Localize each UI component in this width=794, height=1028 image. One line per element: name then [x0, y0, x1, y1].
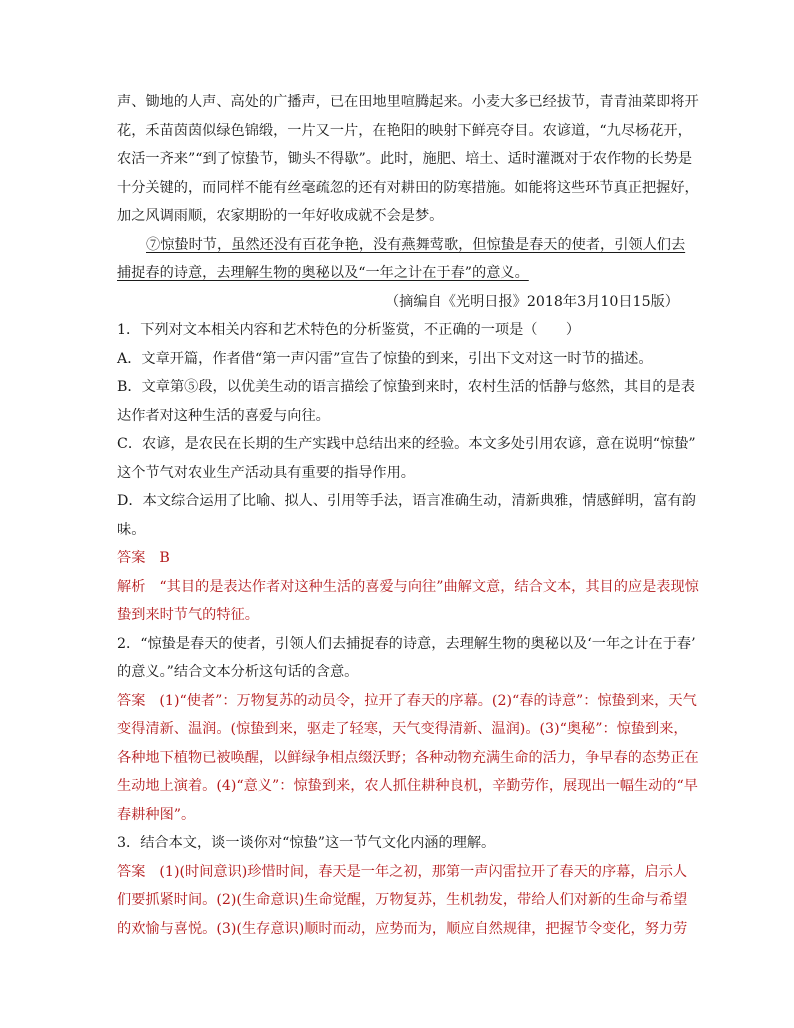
answer-label: 答案 [117, 550, 146, 566]
option-c: C．农谚，是农民在长期的生产实践中总结出来的经验。本文多处引用农谚，意在说明“惊蛰” [117, 436, 696, 452]
option-c-cont: 这个节气对农业生产活动具有重要的指导作用。 [117, 464, 415, 481]
passage-line: 农活一齐来”“到了惊蛰节，锄头不得歇”。此时，施肥、培土、适时灌溉对于农作物的长势是 [117, 151, 693, 167]
analysis-1-cont: 蛰到来时节气的特征。 [117, 607, 259, 623]
question-1-stem: 1．下列对文本相关内容和艺术特色的分析鉴赏，不正确的一项是（ ） [117, 322, 581, 338]
option-d: D．本文综合运用了比喻、拟人、引用等手法，语言准确生动，清新典雅，情感鲜明，富有韵 [117, 493, 696, 509]
answer-label: 答案 [117, 692, 146, 709]
answer-text: (1)(时间意识)珍惜时间，春天是一年之初，那第一声闪雷拉开了春天的序幕，启示人 [159, 863, 688, 880]
analysis-text: “其目的是表达作者对这种生活的喜爱与向往”曲解文意，结合文本，其目的应是表现惊 [159, 578, 699, 595]
question-2-stem-cont: 的意义。”结合文本分析这句话的含意。 [117, 664, 359, 680]
analysis-label: 解析 [117, 578, 146, 595]
answer-1 [117, 544, 679, 573]
document-page [117, 88, 699, 943]
answer-3 [117, 858, 688, 887]
answer-2-cont: 春耕种图”。 [117, 806, 196, 823]
paragraph-7-line: ⑦惊蛰时节，虽然还没有百花争艳，没有燕舞莺歌，但惊蛰是春天的使者，引领人们去 [146, 236, 686, 253]
analysis-1 [117, 573, 699, 602]
question-3-stem: 3．结合本文，谈一谈你对“惊蛰”这一节气文化内涵的理解。 [117, 835, 496, 851]
answer-2-cont: 各种地下植物已被唤醒，以鲜绿争相点缀沃野；各种动物充满生命的活力，争早春的态势正在 [117, 749, 699, 766]
question-2-stem: 2．“惊蛰是春天的使者，引领人们去捕捉春的诗意，去理解生物的奥秘以及‘一年之计在于春’ [117, 635, 696, 652]
answer-2-cont: 生动地上演着。(4)“意义”：惊蛰到来，农人抓住耕种良机，辛勤劳作，展现出一幅生动的“早 [117, 778, 698, 794]
passage-line: 花，禾苗茵茵似绿色锦缎，一片又一片，在艳阳的映射下鲜亮夺目。农谚道，“九尽杨花开， [117, 122, 692, 139]
answer-label: 答案 [117, 863, 146, 880]
answer-3-cont: 们要抓紧时间。(2)(生命意识)生命觉醒，万物复苏，生机勃发，带给人们对新的生命与希望 [117, 892, 688, 908]
answer-3-cont: 的欢愉与喜悦。(3)(生存意识)顺时而动，应势而为，顺应自然规律，把握节令变化，努力劳 [117, 920, 688, 937]
passage-line: 加之风调雨顺，农家期盼的一年好收成就不会是梦。 [117, 208, 444, 224]
source-citation: （摘编自《光明日报》2018年3月10日15版） [384, 293, 679, 310]
option-d-cont: 味。 [117, 521, 146, 538]
answer-text: (1)“使者”：万物复苏的动员令，拉开了春天的序幕。(2)“春的诗意”：惊蛰到来，天气 [159, 692, 697, 709]
passage-line: 十分关键的，而同样不能有丝毫疏忽的还有对耕田的防寒措施。如能将这些环节真正把握好， [117, 179, 699, 196]
answer-value: B [159, 550, 170, 566]
option-a: A．文章开篇，作者借“第一声闪雷”宣告了惊蛰的到来，引出下文对这一时节的描述。 [117, 350, 653, 367]
option-b: B．文章第⑤段，以优美生动的语言描绘了惊蛰到来时，农村生活的恬静与悠然，其目的是表 [117, 379, 695, 395]
passage-line: 声、锄地的人声、高处的广播声，已在田地里喧腾起来。小麦大多已经拔节，青青油菜即将开 [117, 94, 699, 110]
answer-2-cont: 变得清新、温润。(惊蛰到来，驱走了轻寒，天气变得清新、温润)。(3)“奥秘”：惊蛰到来， [117, 721, 688, 737]
paragraph-7-line: 捕捉春的诗意，去理解生物的奥秘以及“一年之计在于春”的意义。 [117, 265, 529, 281]
answer-2 [117, 687, 697, 716]
option-b-cont: 达作者对这种生活的喜爱与向往。 [117, 407, 330, 424]
